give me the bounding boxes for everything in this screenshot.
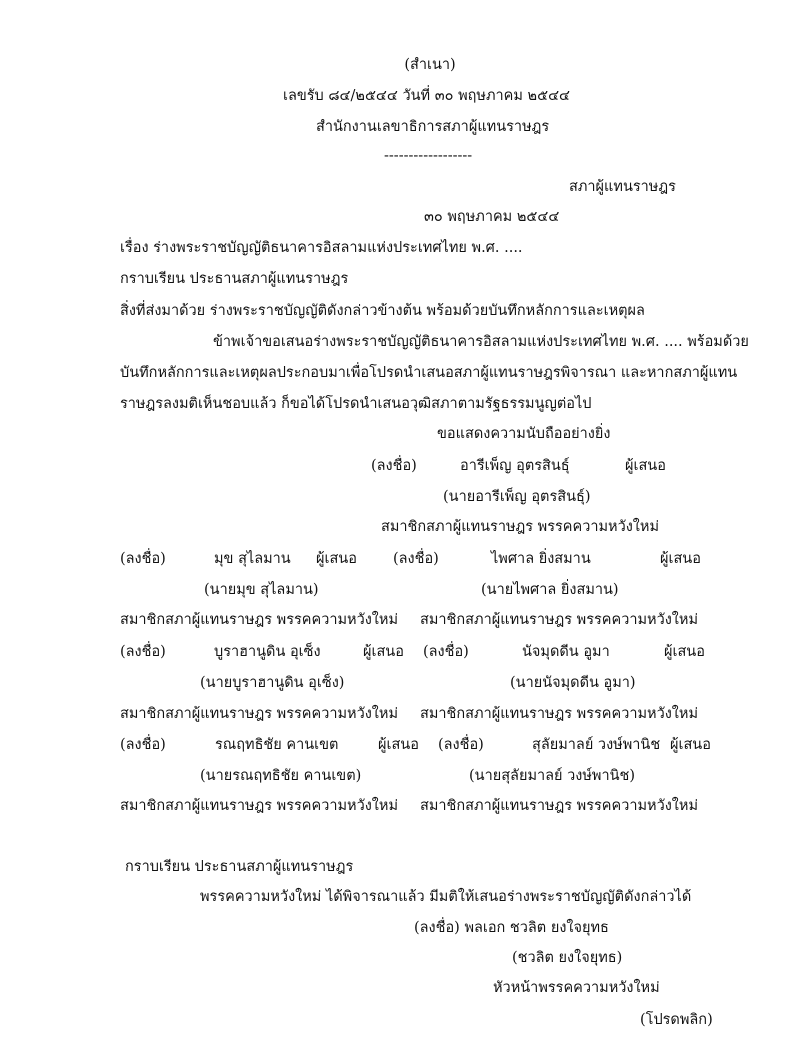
member-title: สมาชิกสภาผู้แทนราษฎร พรรคความหวังใหม่ [120, 612, 399, 628]
proposer-label: ผู้เสนอ [664, 644, 705, 660]
sign-label: (ลงชื่อ) [438, 737, 484, 753]
body-line-3: ราษฎรลงมติเห็นชอบแล้ว ก็ขอได้โปรดนำเสนอวุฒิสภาตามรัฐธรรมนูญต่อไป [120, 396, 592, 412]
signer-full-name: (นายนัจมุดดีน อูมา) [510, 675, 636, 691]
sign-label: (ลงชื่อ) [423, 644, 469, 660]
member-title: สมาชิกสภาผู้แทนราษฎร พรรคความหวังใหม่ [420, 706, 699, 722]
proposer-label: ผู้เสนอ [625, 458, 666, 474]
office-name: สำนักงานเลขาธิการสภาผู้แทนราษฎร [316, 119, 550, 135]
signer-name: บูราฮานูดิน อุเซ็ง [214, 644, 321, 660]
signer-full-name: (นายรณฤทธิชัย คานเขต) [200, 768, 362, 784]
sender: สภาผู้แทนราษฎร [569, 179, 676, 195]
letter-date: ๓๐ พฤษภาคม ๒๕๔๔ [424, 209, 560, 225]
sign-label: (ลงชื่อ) [371, 458, 417, 474]
proposer-label: ผู้เสนอ [378, 737, 419, 753]
body-line-2: บันทึกหลักการและเหตุผลประกอบมาเพื่อโปรดนำเสนอสภาผู้แทนราษฎรพิจารณา และหากสภาผู้แทน [120, 365, 738, 381]
subject: เรื่อง ร่างพระราชบัญญัติธนาคารอิสลามแห่งประเทศไทย พ.ศ. .... [120, 240, 523, 256]
sign-label: (ลงชื่อ) [120, 551, 166, 567]
turn-over-note: (โปรดพลิก) [640, 1012, 713, 1028]
proposer-label: ผู้เสนอ [363, 644, 404, 660]
closing: ขอแสดงความนับถืออย่างยิ่ง [437, 426, 611, 442]
signer-name: สุลัยมาลย์ วงษ์พานิช [532, 737, 661, 753]
signer-full-name: (นายมุข สุไลมาน) [204, 582, 319, 598]
member-title: สมาชิกสภาผู้แทนราษฎร พรรคความหวังใหม่ [120, 706, 399, 722]
member-title: สมาชิกสภาผู้แทนราษฎร พรรคความหวังใหม่ [381, 519, 660, 535]
enclosure: สิ่งที่ส่งมาด้วย ร่างพระราชบัญญัติดังกล่าวข้างต้น พร้อมด้วยบันทึกหลักการและเหตุผล [120, 303, 645, 319]
member-title: สมาชิกสภาผู้แทนราษฎร พรรคความหวังใหม่ [420, 798, 699, 814]
party-leader-title: หัวหน้าพรรคความหวังใหม่ [493, 980, 660, 996]
endorsement-text: พรรคความหวังใหม่ ได้พิจารณาแล้ว มีมติให้เสนอร่างพระราชบัญญัติดังกล่าวได้ [200, 889, 692, 905]
sign-label: (ลงชื่อ) [120, 737, 166, 753]
proposer-label: ผู้เสนอ [670, 737, 711, 753]
signer-name: รณฤทธิชัย คานเขต [215, 737, 339, 753]
signer-name: มุข สุไลมาน [214, 551, 291, 567]
proposer-label: ผู้เสนอ [316, 551, 357, 567]
body-line-1: ข้าพเจ้าขอเสนอร่างพระราชบัญญัติธนาคารอิสลามแห่งประเทศไทย พ.ศ. .... พร้อมด้วย [213, 334, 749, 350]
sign-label: (ลงชื่อ) [120, 644, 166, 660]
signer-name: อารีเพ็ญ อุตรสินธุ์ [460, 458, 570, 474]
signer-full-name: (นายสุลัยมาลย์ วงษ์พานิช) [469, 768, 636, 784]
signer-full-name: (นายอารีเพ็ญ อุตรสินธุ์) [443, 489, 591, 505]
signer-full-name: (นายบูราฮานูดิน อุเซ็ง) [200, 675, 345, 691]
member-title: สมาชิกสภาผู้แทนราษฎร พรรคความหวังใหม่ [120, 798, 399, 814]
copy-mark: (สำเนา) [404, 57, 456, 73]
proposer-label: ผู้เสนอ [660, 551, 701, 567]
salutation: กราบเรียน ประธานสภาผู้แทนราษฎร [120, 271, 349, 287]
receipt-number: เลขรับ ๘๔/๒๕๔๔ วันที่ ๓๐ พฤษภาคม ๒๕๔๔ [283, 88, 571, 104]
endorsement-salutation: กราบเรียน ประธานสภาผู้แทนราษฎร [125, 859, 354, 875]
sign-label: (ลงชื่อ) [393, 551, 439, 567]
party-leader-signature: (ลงชื่อ) พลเอก ชวลิต ยงใจยุทธ [414, 920, 609, 936]
party-leader-full-name: (ชวลิต ยงใจยุทธ) [512, 950, 623, 966]
signer-full-name: (นายไพศาล ยิ่งสมาน) [481, 582, 619, 598]
signer-name: นัจมุดดีน อูมา [522, 644, 610, 660]
signer-name: ไพศาล ยิ่งสมาน [491, 551, 591, 567]
separator: ------------------ [384, 148, 473, 164]
member-title: สมาชิกสภาผู้แทนราษฎร พรรคความหวังใหม่ [420, 612, 699, 628]
